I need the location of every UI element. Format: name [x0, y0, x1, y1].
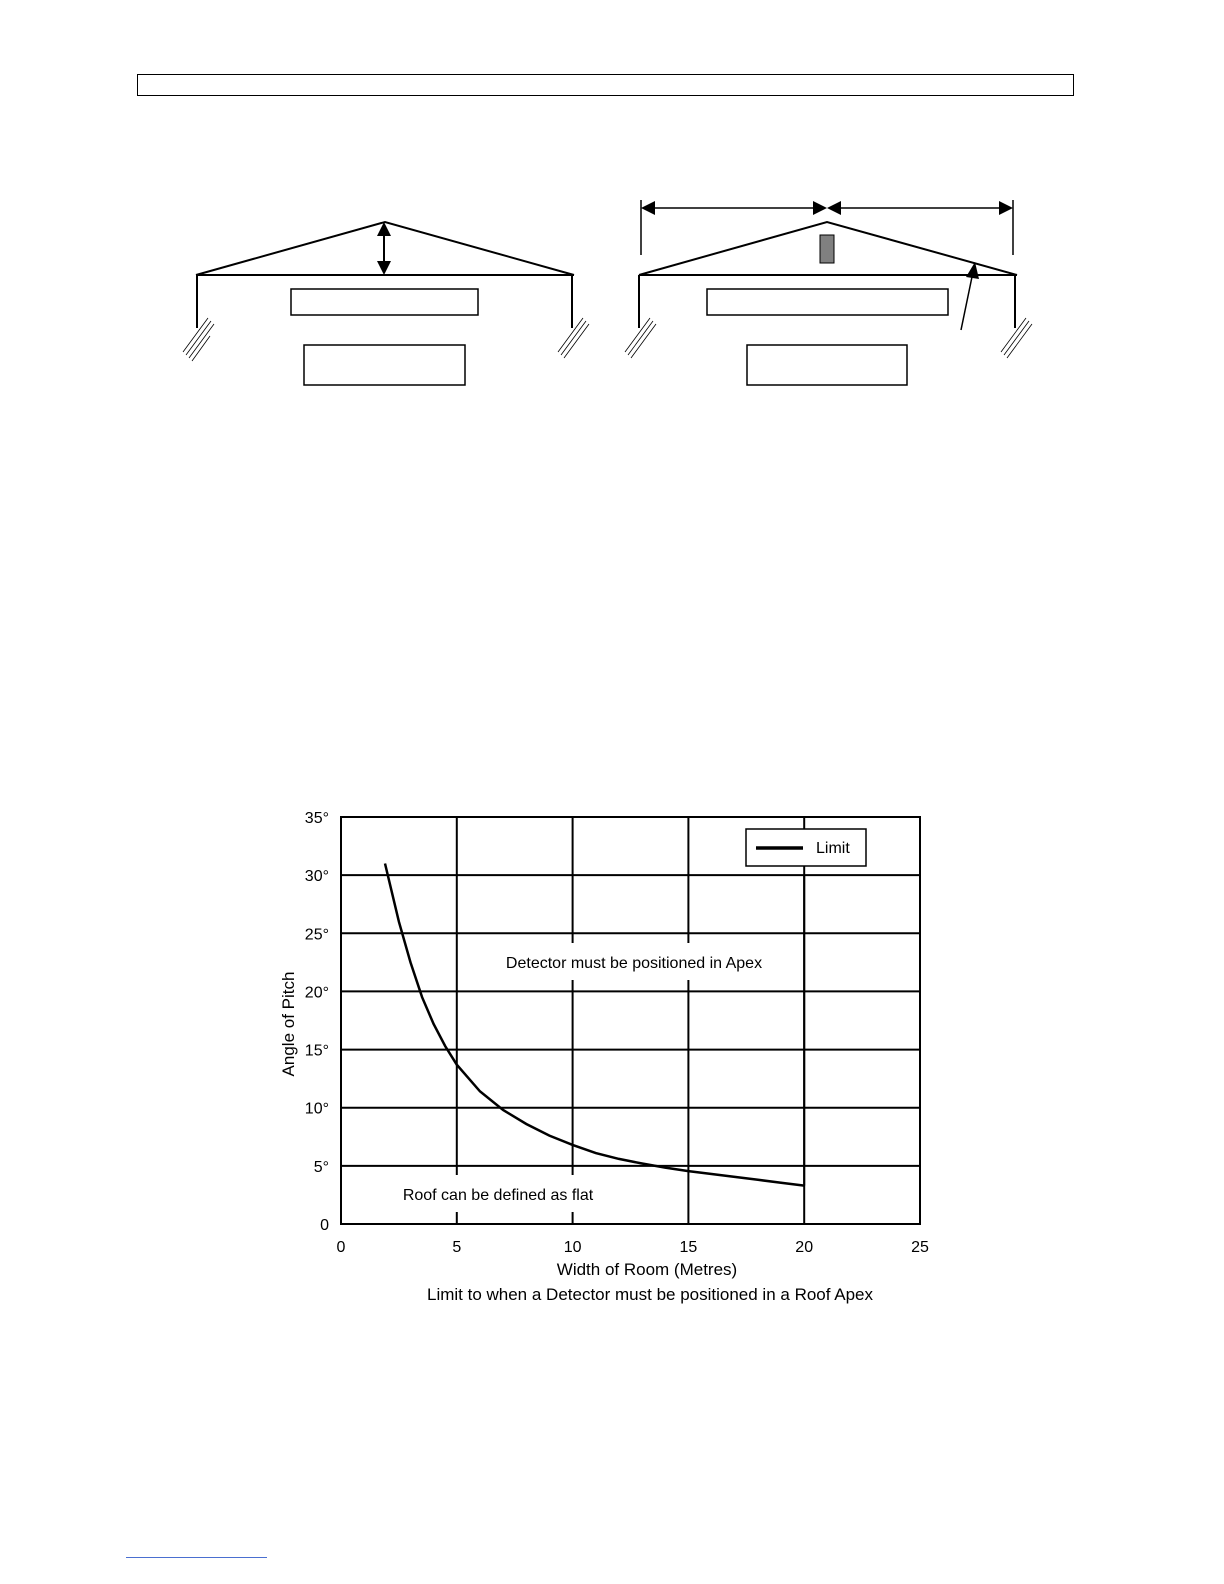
- x-tick-label: 5: [452, 1239, 462, 1256]
- plot-frame: [341, 817, 920, 1224]
- chart-grid: [341, 817, 920, 1224]
- legend-label: Limit: [816, 840, 850, 857]
- y-tick-label: 30°: [304, 868, 329, 886]
- x-axis-label: Width of Room (Metres): [556, 1260, 738, 1279]
- chart-legend: [746, 829, 866, 866]
- y-tick-label: 5°: [313, 1158, 329, 1176]
- y-tick-label: 35°: [304, 810, 329, 827]
- x-tick-label: 20: [795, 1239, 814, 1256]
- y-tick-label: 0: [320, 1217, 329, 1234]
- y-tick-label: 15°: [304, 1042, 329, 1060]
- x-tick-label: 10: [563, 1239, 582, 1256]
- y-tick-label: 25°: [304, 926, 329, 944]
- annotation-text: Detector must be positioned in Apex: [505, 955, 763, 972]
- x-tick-label: 25: [911, 1239, 929, 1256]
- x-tick-label: 15: [679, 1239, 698, 1256]
- y-axis-label: Angle of Pitch: [279, 971, 298, 1077]
- chart-title: Limit to when a Detector must be positioned in a Roof Apex: [426, 1285, 874, 1304]
- annotation-text: Roof can be defined as flat: [402, 1187, 594, 1204]
- y-tick-label: 10°: [304, 1100, 329, 1118]
- y-tick-label: 20°: [304, 984, 329, 1002]
- x-tick-label: 0: [336, 1239, 346, 1256]
- annotation-label: [496, 943, 772, 980]
- footer-link-rule: [126, 1557, 267, 1558]
- annotation-label: [393, 1175, 604, 1212]
